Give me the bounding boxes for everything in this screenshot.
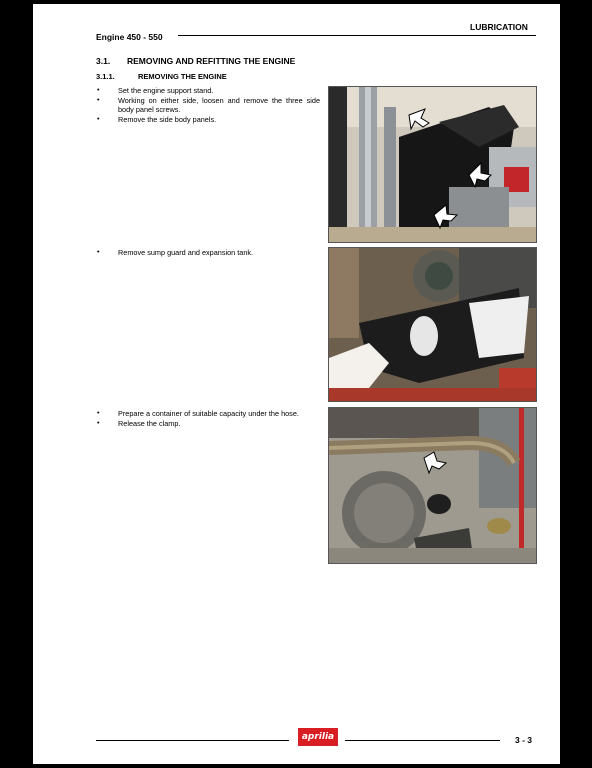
- list-item: • Remove the side body panels.: [97, 114, 217, 124]
- aprilia-logo: aprilia: [298, 728, 338, 746]
- bullet: •: [97, 419, 100, 427]
- bullet: •: [97, 87, 100, 94]
- header-manual-title: Engine 450 - 550: [96, 32, 163, 42]
- section-number: 3.1.: [96, 56, 111, 66]
- subsection-number: 3.1.1.: [96, 72, 115, 81]
- list-item: • Working on either side, loosen and remove the three side body panel screws.: [97, 95, 320, 115]
- bullet: •: [97, 410, 100, 417]
- photo-exhaust-clamp: [328, 407, 537, 564]
- header-section-title: LUBRICATION: [470, 22, 528, 32]
- footer-rule-right: [345, 740, 500, 741]
- bullet: •: [97, 96, 100, 104]
- subsection-heading: [96, 72, 227, 81]
- list-item: • Release the clamp.: [97, 418, 181, 428]
- step-list-1: [96, 86, 320, 124]
- list-item: • Remove sump guard and expansion tank.: [97, 248, 254, 257]
- list-item: • Prepare a container of suitable capacity under the hose.: [97, 409, 299, 418]
- step-list-3: [96, 409, 320, 428]
- photo-side-panel: [328, 86, 537, 243]
- bullet: •: [97, 115, 100, 123]
- list-item: • Set the engine support stand.: [97, 86, 214, 95]
- section-heading: [96, 56, 295, 66]
- step-list-2: [96, 248, 320, 258]
- footer-rule-left: [96, 740, 289, 741]
- photo-sump-guard: [328, 247, 537, 402]
- subsection-title: REMOVING THE ENGINE: [138, 72, 227, 81]
- page-number: 3 - 3: [515, 735, 533, 745]
- bullet: •: [97, 249, 100, 256]
- header-rule: [178, 35, 536, 36]
- section-title: REMOVING AND REFITTING THE ENGINE: [127, 56, 296, 66]
